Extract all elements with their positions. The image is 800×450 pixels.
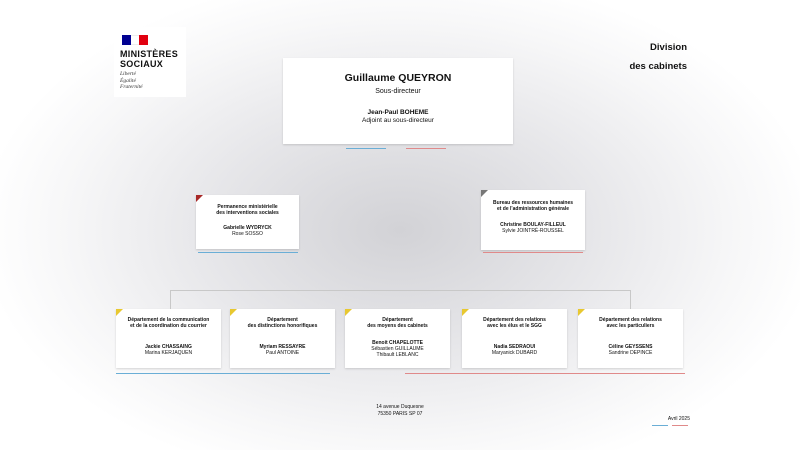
head-box	[283, 58, 513, 144]
dept-box-communication	[116, 309, 221, 368]
unit-title: Permanence ministérielle des interventions sociales	[216, 204, 279, 216]
date-underline-blue	[652, 425, 668, 426]
connector-horizontal	[170, 290, 630, 291]
dept-box-elus	[462, 309, 567, 368]
yellow-corner-icon	[345, 309, 352, 316]
republic-motto: Liberté Égalité Fraternité	[120, 71, 143, 90]
dept-people: Benoit CHAPELOTTE Sébastien GUILLAUME Thibault LEBLANC	[371, 340, 424, 358]
ministry-logo	[114, 27, 186, 97]
connector-vertical	[630, 290, 631, 309]
unit-underline-red	[483, 252, 583, 253]
yellow-corner-icon	[116, 309, 123, 316]
dept-box-particuliers	[578, 309, 683, 368]
address: 14 avenue Duquesne 75350 PARIS SP 07	[376, 404, 424, 417]
grey-corner-icon	[481, 190, 488, 197]
head-underline-blue	[346, 148, 386, 149]
unit-box-rh	[481, 190, 585, 250]
yellow-corner-icon	[230, 309, 237, 316]
dept-people: Myriam RESSAYRE Paul ANTOINE	[259, 344, 306, 356]
dept-box-distinctions	[230, 309, 335, 368]
deputy-name: Jean-Paul BOHEME	[367, 109, 429, 116]
head-name: Guillaume QUEYRON	[344, 72, 452, 84]
unit-people: Christine BOULAY-FILLEUL Sylvie JOINTRÉ-ROUSSEL	[500, 222, 566, 234]
dept-title: Département des relations avec les élus et le SGG	[483, 317, 546, 329]
dept-title: Département des distinctions honorifiques	[247, 317, 318, 329]
head-underline-red	[406, 148, 446, 149]
yellow-corner-icon	[462, 309, 469, 316]
dept-underline-blue	[116, 373, 330, 374]
date-underline-red	[672, 425, 688, 426]
date-label: Avril 2025	[667, 416, 690, 422]
yellow-corner-icon	[578, 309, 585, 316]
dept-title: Département des relations avec les particuliers	[599, 317, 662, 329]
dept-title: Département des moyens des cabinets	[367, 317, 428, 329]
dept-box-moyens	[345, 309, 450, 368]
connector-vertical	[170, 290, 171, 309]
dept-people: Nadia SEDRAOUI Maryanick DUBARD	[491, 344, 538, 356]
unit-box-permanence	[196, 195, 299, 249]
unit-title: Bureau des ressources humaines et de l'administration générale	[492, 200, 574, 212]
unit-people: Gabrielle WYDRYCK Rose SOSSO	[223, 225, 272, 237]
french-flag-icon	[122, 35, 148, 45]
head-role: Sous-directeur	[375, 88, 421, 95]
division-title: Division des cabinets	[629, 42, 687, 72]
ministry-name: MINISTÈRES SOCIAUX	[120, 49, 179, 69]
dept-people: Jackie CHASSAING Marina KERJAQUEN	[144, 344, 193, 356]
unit-underline-blue	[198, 252, 298, 253]
red-corner-icon	[196, 195, 203, 202]
deputy-role: Adjoint au sous-directeur	[362, 117, 434, 124]
dept-underline-red	[405, 373, 685, 374]
dept-title: Département de la communication et de la coordination du courrier	[127, 317, 210, 329]
dept-people: Céline GEYSSENS Sandrine DEPINCE	[608, 344, 653, 356]
